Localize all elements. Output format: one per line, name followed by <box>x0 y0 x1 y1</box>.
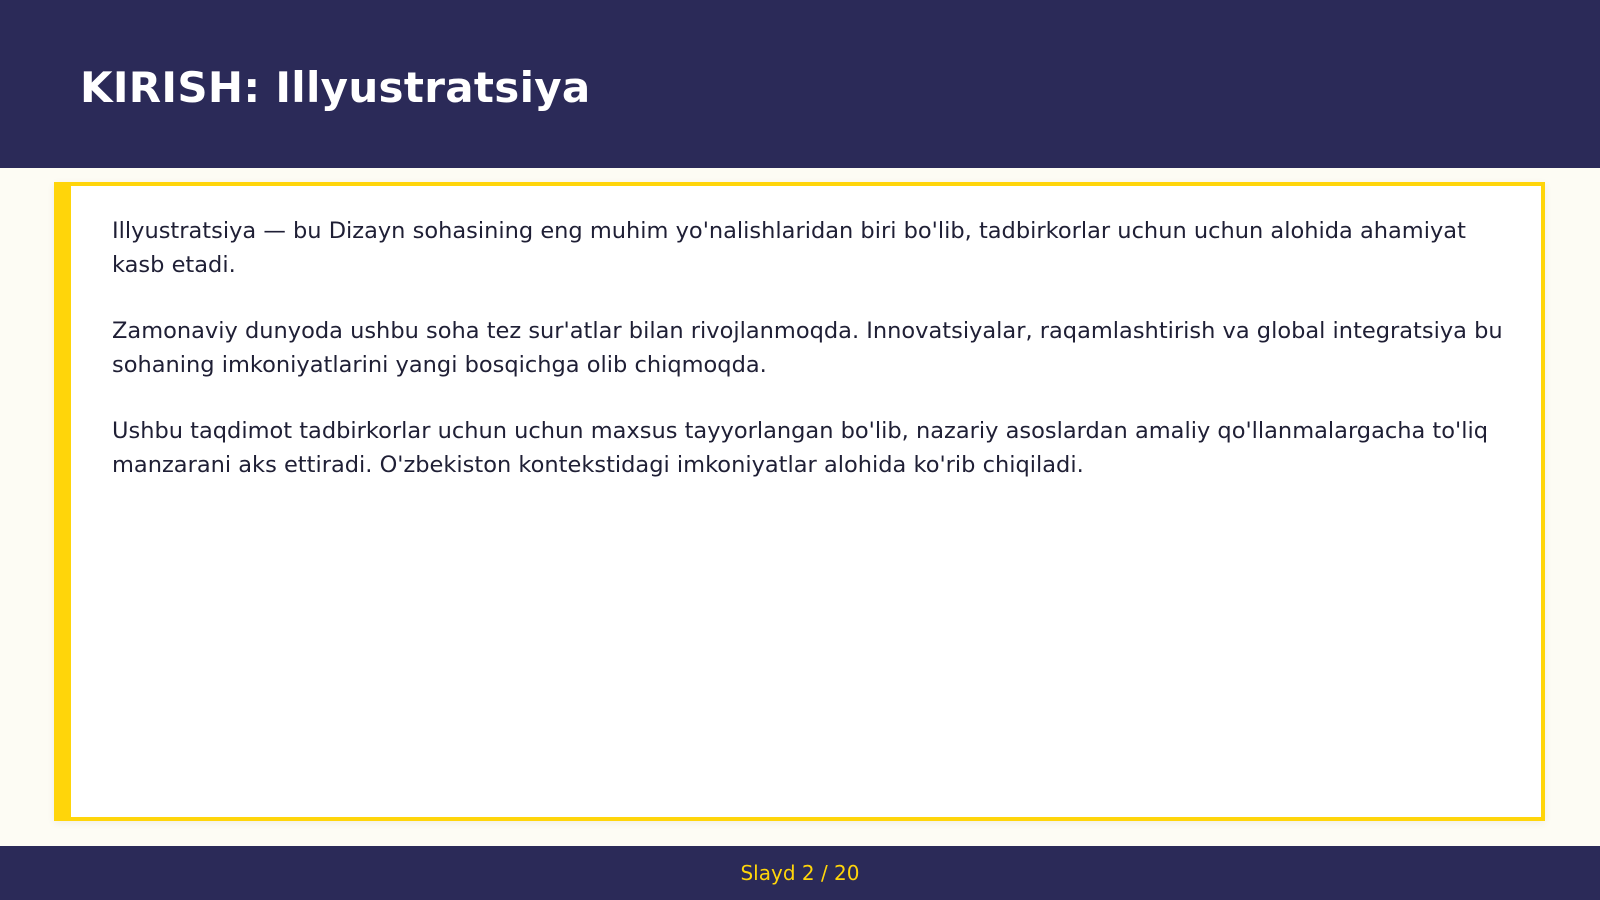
slide-header <box>0 0 1600 168</box>
slide-counter: Slayd 2 / 20 <box>740 861 860 885</box>
slide-footer <box>0 846 1600 900</box>
slide-title: KIRISH: Illyustratsiya <box>80 63 591 112</box>
paragraph-presentation-purpose: Ushbu taqdimot tadbirkorlar uchun uchun maxsus tayyorlangan bo'lib, nazariy asoslardan amaliy qo'llanmalargacha to'liq manzarani aks ettiradi. O'zbekiston kontekstidagi imkoniyatlar alohida ko'rib chiqiladi. <box>112 418 1488 478</box>
content-card <box>54 182 1545 821</box>
paragraph-modern-world: Zamonaviy dunyoda ushbu soha tez sur'atlar bilan rivojlanmoqda. Innovatsiyalar, raqamlashtirish va global integratsiya bu sohaning imkoniyatlarini yangi bosqichga olib chiqmoqda. <box>112 318 1503 378</box>
paragraph-intro: Illyustratsiya — bu Dizayn sohasining eng muhim yo'nalishlaridan biri bo'lib, tadbirkorlar uchun uchun alohida ahamiyat kasb etadi. <box>112 218 1466 278</box>
slide-body <box>112 214 1512 514</box>
